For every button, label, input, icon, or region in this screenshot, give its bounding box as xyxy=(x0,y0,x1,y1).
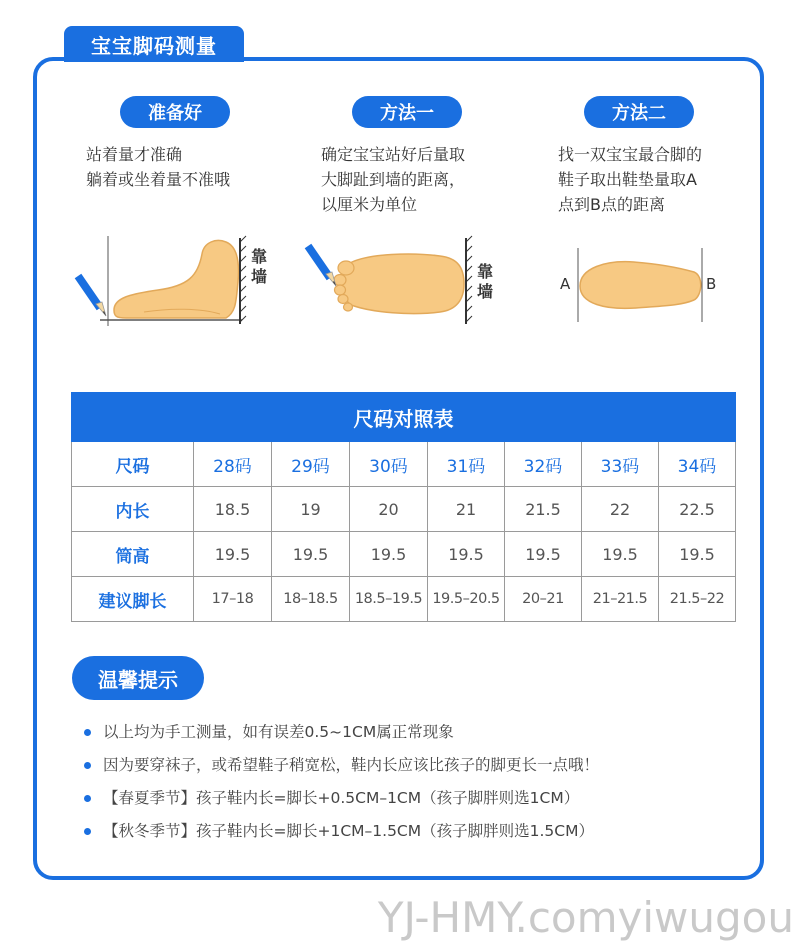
tips-list xyxy=(84,716,599,848)
table-cell: 19.5 xyxy=(659,532,736,577)
pencil-icon xyxy=(308,246,336,286)
row-label: 内长 xyxy=(72,487,194,532)
table-cell: 22.5 xyxy=(659,487,736,532)
method-title-prepare: 准备好 xyxy=(120,96,230,128)
tip-item xyxy=(84,782,599,815)
table-cell: 19.5 xyxy=(194,532,272,577)
table-cell: 19.5 xyxy=(350,532,428,577)
table-cell: 21 xyxy=(428,487,505,532)
wall-label-one: 靠 墙 xyxy=(477,262,494,301)
header-cell: 33码 xyxy=(582,442,659,487)
bullet-icon xyxy=(84,795,91,802)
table-cell: 20 xyxy=(350,487,428,532)
foot-side-illustration xyxy=(70,232,280,332)
method-text-one: 确定宝宝站好后量取 大脚趾到墙的距离， 以厘米为单位 xyxy=(321,145,466,214)
header-cell: 30码 xyxy=(350,442,428,487)
method-title-two: 方法二 xyxy=(584,96,694,128)
point-a-label: A xyxy=(560,275,571,293)
table-cell: 19.5 xyxy=(582,532,659,577)
row-label: 建议脚长 xyxy=(72,577,194,622)
pencil-icon xyxy=(78,276,106,316)
method-text-two: 找一双宝宝最合脚的 鞋子取出鞋垫量取A 点到B点的距离 xyxy=(558,145,703,214)
header-cell: 尺码 xyxy=(72,442,194,487)
size-chart-title: 尺码对照表 xyxy=(72,393,736,442)
tip-text: 【秋冬季节】孩子鞋内长=脚长+1CM–1.5CM（孩子脚胖则选1.5CM） xyxy=(103,822,594,840)
tip-text: 【春夏季节】孩子鞋内长=脚长+0.5CM–1CM（孩子脚胖则选1CM） xyxy=(103,789,580,807)
table-cell: 18–18.5 xyxy=(272,577,350,622)
method-text-prepare: 站着量才准确 躺着或坐着量不准哦 xyxy=(86,145,231,189)
table-cell: 18.5 xyxy=(194,487,272,532)
table-header-row xyxy=(72,442,736,487)
watermark: YJ-HMY.comyiwugou xyxy=(377,893,794,942)
table-cell: 19.5 xyxy=(505,532,582,577)
table-cell: 20–21 xyxy=(505,577,582,622)
table-cell: 17–18 xyxy=(194,577,272,622)
tip-item xyxy=(84,815,599,848)
size-chart-table xyxy=(71,392,736,622)
table-row xyxy=(72,532,736,577)
bullet-icon xyxy=(84,762,91,769)
table-cell: 21.5–22 xyxy=(659,577,736,622)
table-cell: 18.5–19.5 xyxy=(350,577,428,622)
wall-label-prepare: 靠 墙 xyxy=(251,247,268,286)
table-cell: 21–21.5 xyxy=(582,577,659,622)
tip-item xyxy=(84,716,599,749)
table-row xyxy=(72,487,736,532)
tip-text: 因为要穿袜子，或希望鞋子稍宽松，鞋内长应该比孩子的脚更长一点哦！ xyxy=(103,756,600,774)
method-title-one: 方法一 xyxy=(352,96,462,128)
row-label: 筒高 xyxy=(72,532,194,577)
header-cell: 32码 xyxy=(505,442,582,487)
tips-title: 温馨提示 xyxy=(72,656,204,700)
table-cell: 19.5 xyxy=(428,532,505,577)
header-cell: 31码 xyxy=(428,442,505,487)
header-cell: 28码 xyxy=(194,442,272,487)
table-cell: 19.5–20.5 xyxy=(428,577,505,622)
tip-item xyxy=(84,749,599,782)
page-title: 宝宝脚码测量 xyxy=(64,26,244,62)
header-cell: 34码 xyxy=(659,442,736,487)
table-cell: 19.5 xyxy=(272,532,350,577)
table-cell: 21.5 xyxy=(505,487,582,532)
tip-text: 以上均为手工测量，如有误差0.5~1CM属正常现象 xyxy=(103,723,454,741)
point-b-label: B xyxy=(706,275,717,293)
insole-illustration xyxy=(556,244,726,328)
table-cell: 19 xyxy=(272,487,350,532)
bullet-icon xyxy=(84,828,91,835)
table-cell: 22 xyxy=(582,487,659,532)
table-row xyxy=(72,577,736,622)
bullet-icon xyxy=(84,729,91,736)
header-cell: 29码 xyxy=(272,442,350,487)
